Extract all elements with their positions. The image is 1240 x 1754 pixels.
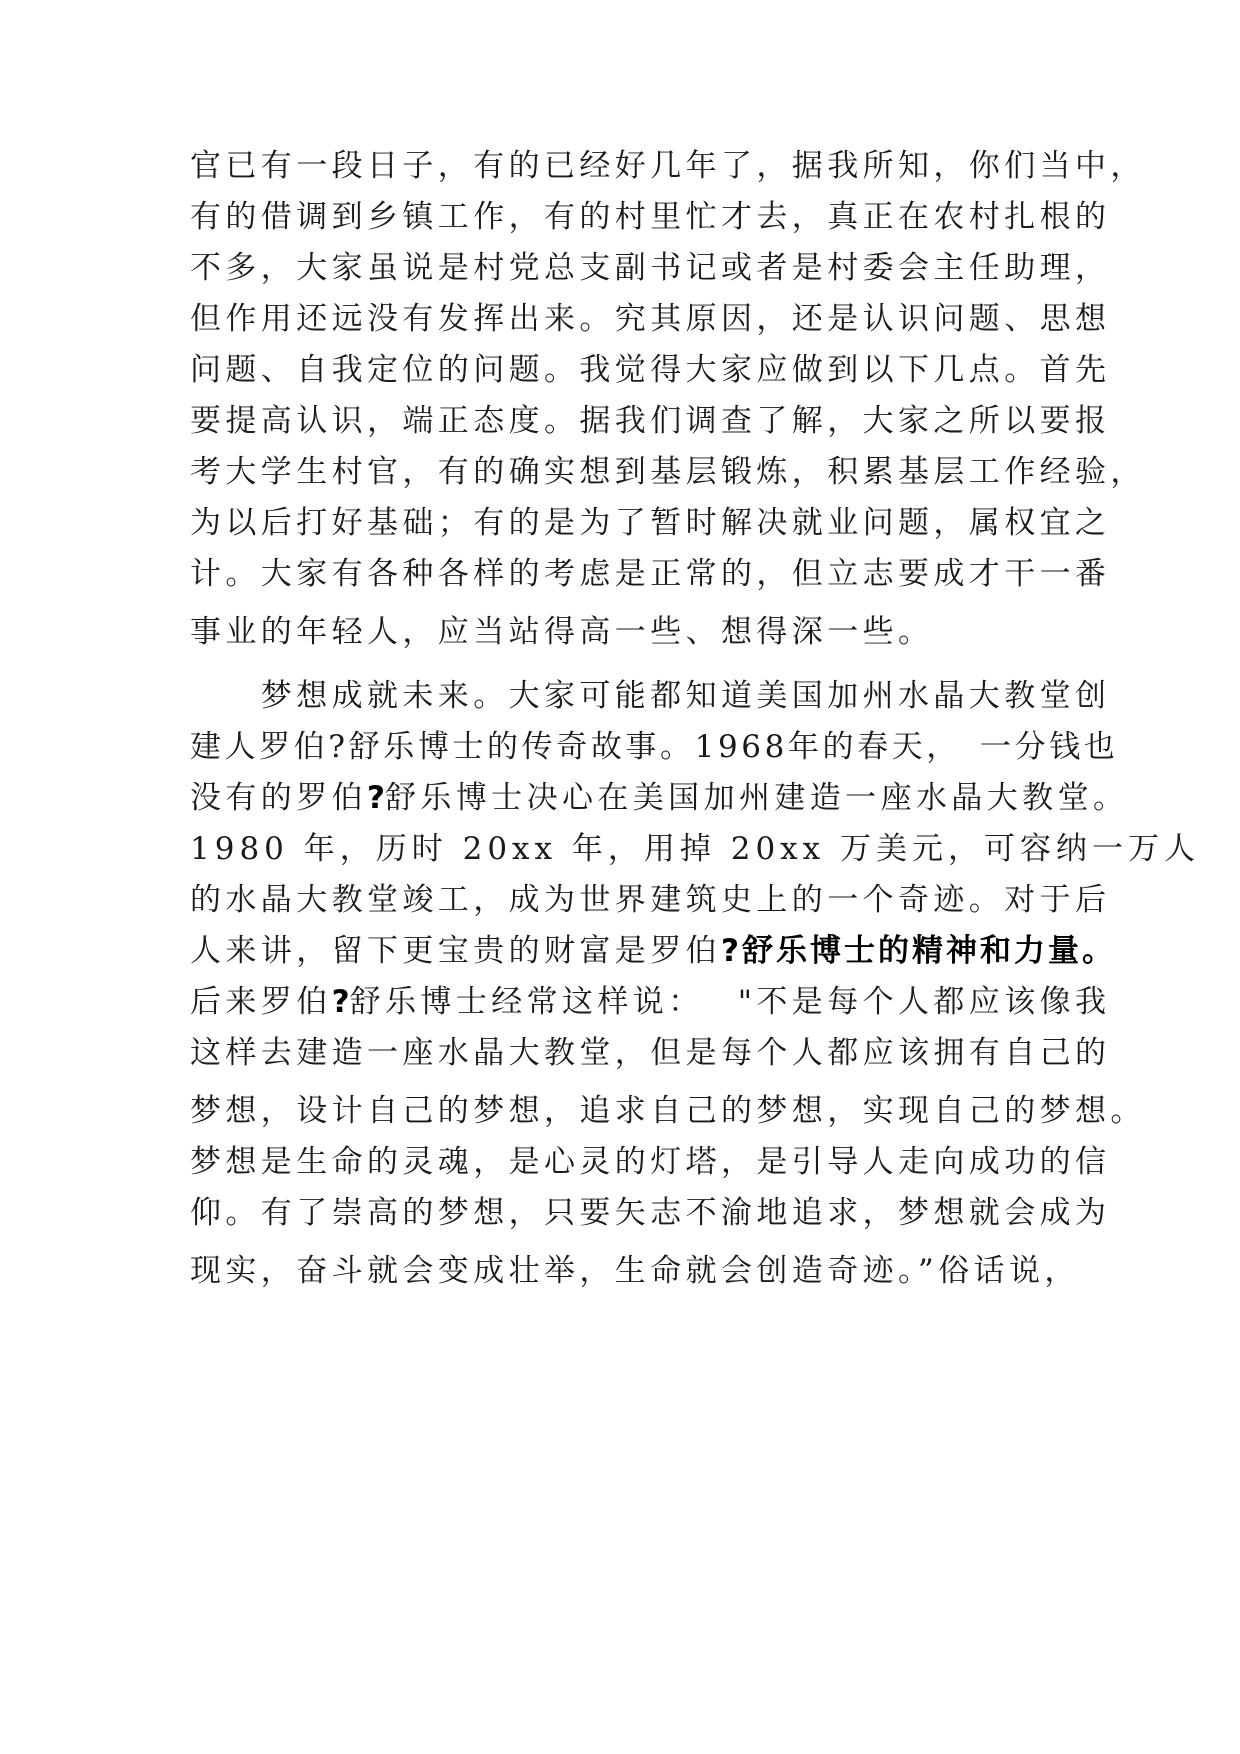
text-line: 有的借调到乡镇工作，有的村里忙才去，真正在农村扎根的 — [190, 199, 1111, 235]
text-line: 为以后打好基础；有的是为了暂时解决就业问题，属权宜之 — [190, 505, 1111, 541]
question-mark-symbol: ? — [367, 780, 385, 816]
text-segment: 舒乐博士决心在美国加州建造一座水晶大教堂。 — [384, 780, 1129, 816]
text-segment: 舒乐博士经常这样说： "不是每个人都应该像我 — [349, 984, 1111, 1020]
text-line: 不多，大家虽说是村党总支副书记或者是村委会主任助理， — [190, 250, 1111, 286]
text-segment: 没有的罗伯 — [190, 780, 367, 816]
text-line — [190, 931, 1116, 971]
question-mark-symbol: ? — [331, 984, 350, 1020]
text-line: 事业的年轻人，应当站得高一些、想得深一些。 — [190, 614, 934, 650]
text-line: 这样去建造一座水晶大教堂，但是每个人都应该拥有自己的 — [190, 1035, 1111, 1071]
text-line: 梦想是生命的灵魂，是心灵的灯塔，是引导人走向成功的信 — [190, 1144, 1111, 1180]
text-segment: 后来罗伯 — [190, 984, 332, 1020]
text-line: 仰。有了崇高的梦想，只要矢志不渝地追求，梦想就会成为 — [190, 1195, 1111, 1231]
text-line: 问题、自我定位的问题。我觉得大家应做到以下几点。首先 — [190, 352, 1111, 388]
text-line: 要提高认识，端正态度。据我们调查了解，大家之所以要报 — [190, 403, 1111, 439]
text-line: 梦想，设计自己的梦想，追求自己的梦想，实现自己的梦想。 — [190, 1093, 1146, 1129]
text-line — [190, 778, 1128, 818]
text-line: 现实，奋斗就会变成壮举，生命就会创造奇迹。”俗话说， — [190, 1253, 1080, 1289]
text-line: 但作用还远没有发挥出来。究其原因，还是认识问题、思想 — [190, 301, 1111, 337]
text-line: 考大学生村官，有的确实想到基层锻炼，积累基层工作经验， — [190, 454, 1146, 490]
text-line: 计。大家有各种各样的考虑是正常的，但立志要成才干一番 — [190, 556, 1111, 592]
text-line: 官已有一段日子，有的已经好几年了，据我所知，你们当中， — [190, 148, 1146, 184]
text-segment: 人来讲，留下更宝贵的财富是罗伯 — [190, 933, 721, 969]
text-line: 的水晶大教堂竣工，成为世界建筑史上的一个奇迹。对于后 — [190, 882, 1111, 918]
text-line: 建人罗伯?舒乐博士的传奇故事。1968年的春天， 一分钱也 — [190, 729, 1119, 765]
bold-text-segment: ?舒乐博士的精神和力量。 — [721, 933, 1116, 969]
paragraph-first-line: 梦想成就未来。大家可能都知道美国加州水晶大教堂创 — [190, 678, 1111, 714]
text-line — [190, 982, 1110, 1022]
text-line: 1980 年，历时 20xx 年，用掉 20xx 万美元，可容纳一万人 — [190, 831, 1200, 867]
